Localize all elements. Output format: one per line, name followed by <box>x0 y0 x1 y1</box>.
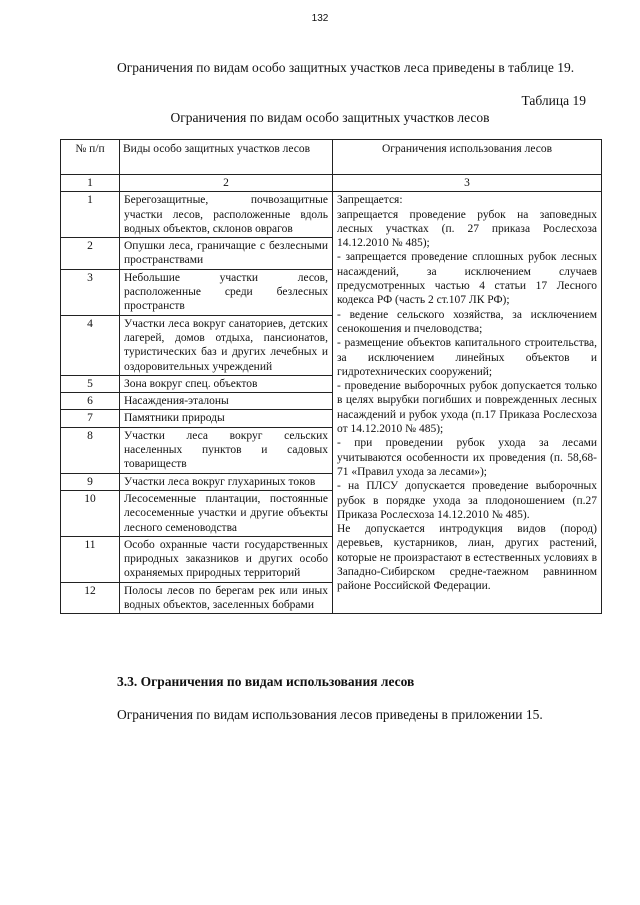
row-kind: Памятники природы <box>120 410 333 427</box>
header-kind: Виды особо защитных участков лесов <box>120 140 333 175</box>
row-number: 7 <box>61 410 120 427</box>
restriction-item: Не допускается интродукция видов (пород) деревьев, кустарников, лиан, других растений, которые не произрастают в естественных условиях в Западно-Сибирском средне-таежном равнинном районе Российской Федерации. <box>337 523 597 593</box>
row-number: 4 <box>61 315 120 375</box>
table-column-number-row <box>61 175 602 192</box>
section-heading: 3.3. Ограничения по видам использования лесов <box>117 674 415 689</box>
restriction-item: Запрещается: <box>337 194 403 207</box>
restriction-item: - запрещается проведение сплошных рубок лесных насаждений, за исключением случаев предусмотренных частью 4 статьи 17 Лесного кодекса РФ (часть 2 ст.107 ЛК РФ); <box>337 251 597 307</box>
column-number: 3 <box>333 175 602 192</box>
restriction-item: - проведение выборочных рубок допускается только в целях вырубки погибших и поврежденных лесных насаждений и рубок ухода (п.17 Приказа Рослесхоза от 14.12.2010 № 485); <box>337 380 597 436</box>
row-kind: Берегозащитные, почвозащитные участки лесов, расположенные вдоль водных объектов, склонов оврагов <box>120 192 333 238</box>
column-number: 2 <box>120 175 333 192</box>
row-number: 9 <box>61 473 120 490</box>
restriction-item: - при проведении рубок ухода за лесами учитываются особенности их проведения (п. 58,68-71 «Правил ухода за лесами»); <box>337 437 597 478</box>
section-paragraph: Ограничения по видам использования лесов приведены в приложении 15. <box>117 707 543 722</box>
row-number: 2 <box>61 238 120 270</box>
header-number: № п/п <box>61 140 120 175</box>
row-number: 8 <box>61 427 120 473</box>
row-kind: Зона вокруг спец. объектов <box>120 375 333 392</box>
row-number: 5 <box>61 375 120 392</box>
table-header-row <box>61 140 602 175</box>
row-number: 1 <box>61 192 120 238</box>
restriction-item: - размещение объектов капитального строительства, за исключением линейных объектов и гидротехнических сооружений; <box>337 337 597 378</box>
page-number: 132 <box>311 13 329 24</box>
header-restrictions: Ограничения использования лесов <box>333 140 602 175</box>
restriction-item: запрещается проведение рубок на заповедных лесных участках (п. 27 приказа Рослесхоза 14.12.2010 № 485); <box>337 208 597 250</box>
table-row <box>61 192 602 238</box>
restrictions-cell <box>333 192 602 614</box>
row-kind: Особо охранные части государственных природных заказников и других особо охраняемых природных территорий <box>120 536 333 582</box>
row-kind: Небольшие участки лесов, расположенные среди безлесных пространств <box>120 269 333 315</box>
intro-paragraph: Ограничения по видам особо защитных участков леса приведены в таблице 19. <box>117 60 575 75</box>
column-number: 1 <box>61 175 120 192</box>
row-kind: Участки леса вокруг сельских населенных пунктов и садовых товариществ <box>120 427 333 473</box>
table-label: Таблица 19 <box>521 93 586 108</box>
row-number: 10 <box>61 490 120 536</box>
row-kind: Участки леса вокруг глухариных токов <box>120 473 333 490</box>
row-kind: Полосы лесов по берегам рек или иных водных объектов, заселенных бобрами <box>120 582 333 614</box>
table-title: Ограничения по видам особо защитных участков лесов <box>170 110 490 125</box>
row-number: 6 <box>61 393 120 410</box>
restriction-item: - на ПЛСУ допускается проведение выборочных рубок в порядке ухода за плодоношением (п.27 Приказа Рослесхоза 14.12.2010 № 485). <box>337 480 597 521</box>
row-kind: Лесосеменные плантации, постоянные лесосеменные участки и другие объекты лесного семеноводства <box>120 490 333 536</box>
row-number: 3 <box>61 269 120 315</box>
row-kind: Опушки леса, граничащие с безлесными пространствами <box>120 238 333 270</box>
row-kind: Участки леса вокруг санаториев, детских лагерей, домов отдыха, пансионатов, туристических баз и других лечебных и оздоровительных учреждений <box>120 315 333 375</box>
row-number: 11 <box>61 536 120 582</box>
row-kind: Насаждения-эталоны <box>120 393 333 410</box>
restrictions-table <box>60 139 602 614</box>
restriction-item: - ведение сельского хозяйства, за исключением сенокошения и пчеловодства; <box>337 308 597 335</box>
row-number: 12 <box>61 582 120 614</box>
